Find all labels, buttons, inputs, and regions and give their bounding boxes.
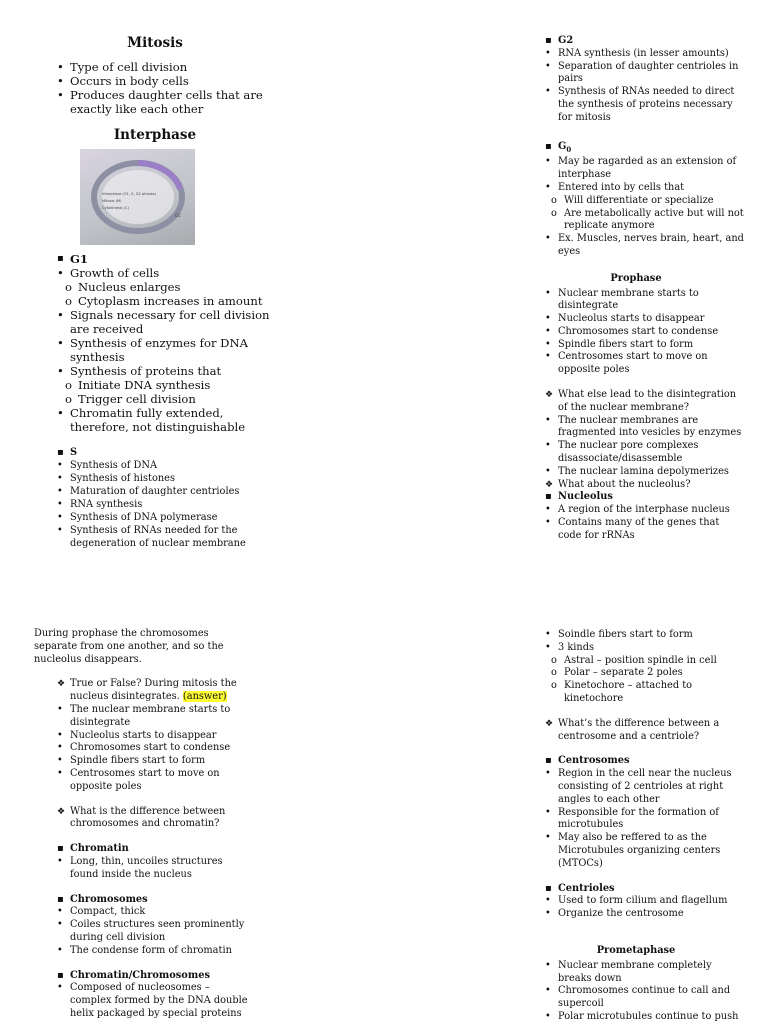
question-item: ❖ What’s the difference between a centrosome and a centriole?: [558, 718, 744, 744]
s-list: [70, 446, 270, 550]
list-item: • The nuclear lamina depolymerizes: [558, 466, 744, 479]
question-text: True or False? During mitosis the nucleus disintegrates.: [70, 678, 237, 703]
list-item: • Polar microtubules continue to push: [558, 1011, 744, 1024]
list-item: • Long, thin, uncoiles structures found inside the nucleus: [70, 856, 249, 882]
list-item: • Chromosomes start to condense: [70, 742, 249, 755]
list-item: • RNA synthesis: [70, 498, 270, 511]
legend-line-3: Cytokinesis (C): [102, 206, 130, 210]
list-item: • Signals necessary for cell division are received: [70, 308, 270, 336]
list-item: • Composed of nucleosomes – complex formed by the DNA double helix packaged by special proteins: [70, 982, 249, 1020]
list-item: • RNA synthesis (in lesser amounts): [558, 48, 744, 61]
list-item: • May be ragarded as an extension of interphase: [558, 156, 744, 182]
list-item: • Produces daughter cells that are exactly like each other: [70, 88, 270, 116]
intro-list: [70, 60, 270, 116]
cell-cycle-diagram: [80, 149, 195, 245]
chromatin-question-list: [70, 806, 249, 832]
list-item: • Soindle fibers start to form: [558, 629, 744, 642]
prophase-list: [558, 288, 744, 378]
list-item: • A region of the interphase nucleus: [558, 504, 744, 517]
question-item: ❖ What else lead to the disintegration of the nuclear membrane?: [558, 389, 744, 415]
legend-line-1: Interphase (G1, S, G2 phases): [102, 192, 157, 196]
s-label: ▪ S: [70, 446, 270, 459]
chromatin-chromosomes-list: [70, 970, 249, 1021]
centrioles-label: ▪ Centrioles: [558, 883, 744, 896]
g0-label-main: G: [558, 140, 567, 152]
list-item: • Chromosomes start to condense: [558, 326, 744, 339]
mitosis-title: Mitosis: [127, 35, 183, 51]
centrosomes-label: ▪ Centrosomes: [558, 755, 744, 768]
question-item: [70, 678, 249, 704]
list-item: • Nuclear membrane completely breaks down: [558, 960, 744, 986]
list-item: • Growth of cells: [70, 266, 270, 280]
list-item: • Type of cell division: [70, 60, 270, 74]
cell-cycle-photo: [80, 149, 195, 245]
chromatin-list: [70, 843, 249, 881]
prophase-paragraph: During prophase the chromosomes separate from one another, and so the nucleolus disappears.: [34, 628, 224, 665]
g0-label-sub: 0: [566, 144, 572, 154]
list-item: • Used to form cilium and flagellum: [558, 895, 744, 908]
list-item: • Compact, thick: [70, 906, 249, 919]
list-item: • Synthesis of RNAs needed to direct the synthesis of proteins necessary for mitosis: [558, 86, 744, 124]
list-item: • Organize the centrosome: [558, 908, 744, 921]
chromatin-chromosomes-label: ▪ Chromatin/Chromosomes: [70, 970, 249, 983]
list-item: • Synthesis of proteins that: [70, 364, 270, 378]
list-item: o Nucleus enlarges: [78, 280, 270, 294]
list-item: • Chromosomes continue to call and supercoil: [558, 985, 744, 1011]
prophase-heading: Prophase: [610, 272, 662, 284]
chromosomes-list: [70, 894, 249, 958]
list-item: • The nuclear membranes are fragmented into vesicles by enzymes: [558, 415, 744, 441]
legend-line-2: Mitosis (M): [102, 199, 122, 203]
list-item: • Spindle fibers start to form: [70, 755, 249, 768]
prophase-qa-list: [558, 389, 744, 543]
list-item: • The condense form of chromatin: [70, 945, 249, 958]
g0-list: [558, 141, 744, 259]
list-item: • Nuclear membrane starts to disintegrate: [558, 288, 744, 314]
prophase-notes-column: [34, 628, 249, 1021]
list-item: • Synthesis of histones: [70, 472, 270, 485]
list-item: • Spindle fibers start to form: [558, 339, 744, 352]
spindle-list: [558, 629, 744, 706]
list-item: • Nucleolus starts to disappear: [558, 313, 744, 326]
mitosis-column: [70, 36, 270, 550]
list-item: • Centrosomes start to move on opposite poles: [558, 351, 744, 377]
list-item: • The nuclear membrane starts to disintegrate: [70, 704, 249, 730]
list-item: • Centrosomes start to move on opposite poles: [70, 768, 249, 794]
centrosome-question-list: [558, 718, 744, 744]
g2-list: [558, 35, 744, 125]
nucleolus-label: ▪ Nucleolus: [558, 491, 744, 504]
list-item: o Initiate DNA synthesis: [78, 378, 270, 392]
chromosomes-label: ▪ Chromosomes: [70, 894, 249, 907]
centrioles-list: [558, 883, 744, 921]
centrosomes-list: [558, 755, 744, 870]
cycle-center: [102, 170, 174, 224]
list-item: • Synthesis of DNA: [70, 459, 270, 472]
prometaphase-heading: Prometaphase: [596, 944, 676, 956]
list-item: • May also be reffered to as the Microtubules organizing centers (MTOCs): [558, 832, 744, 870]
list-item: • Separation of daughter centrioles in pairs: [558, 61, 744, 87]
list-item: • Chromatin fully extended, therefore, not distinguishable: [70, 406, 270, 434]
prophase-notes-list: [70, 678, 249, 793]
list-item: • Entered into by cells that: [558, 182, 744, 195]
spindle-column: [558, 629, 744, 1024]
list-item: • Nucleolus starts to disappear: [70, 730, 249, 743]
list-item: • Maturation of daughter centrioles: [70, 485, 270, 498]
list-item: • Contains many of the genes that code for rRNAs: [558, 517, 744, 543]
list-item: • Coiles structures seen prominently during cell division: [70, 919, 249, 945]
list-item: o Polar – separate 2 poles: [564, 667, 744, 680]
interphase-heading: Interphase: [113, 127, 197, 143]
list-item: o Kinetochore – attached to kinetochore: [564, 680, 744, 706]
answer-highlight[interactable]: (answer): [182, 691, 227, 703]
list-item: o Astral – position spindle in cell: [564, 655, 744, 668]
g1-list: [70, 252, 270, 434]
list-item: • Ex. Muscles, nerves brain, heart, and eyes: [558, 233, 744, 259]
question-item: ❖ What about the nucleolus?: [558, 479, 744, 492]
list-item: • The nuclear pore complexes disassociate/disassemble: [558, 440, 744, 466]
list-item: o Cytoplasm increases in amount: [78, 294, 270, 308]
question-item: ❖ What is the difference between chromosomes and chromatin?: [70, 806, 249, 832]
g1-label: ▪ G1: [70, 252, 270, 266]
list-item: • Synthesis of enzymes for DNA synthesis: [70, 336, 270, 364]
list-item: o Trigger cell division: [78, 392, 270, 406]
list-item: • Region in the cell near the nucleus consisting of 2 centrioles at right angles to each other: [558, 768, 744, 806]
list-item: o Will differentiate or specialize: [564, 195, 744, 208]
list-item: • 3 kinds: [558, 642, 744, 655]
g1-mark: G1: [175, 213, 181, 218]
g2-column: [558, 35, 744, 543]
list-item: • Synthesis of DNA polymerase: [70, 511, 270, 524]
list-item: • Synthesis of RNAs needed for the degeneration of nuclear membrane: [70, 524, 270, 550]
list-item: • Occurs in body cells: [70, 74, 270, 88]
g0-label: [558, 141, 744, 157]
list-item: • Responsible for the formation of microtubules: [558, 807, 744, 833]
list-item: o Are metabolically active but will not replicate anymore: [564, 208, 744, 234]
g2-label: ▪ G2: [558, 35, 744, 48]
chromatin-label: ▪ Chromatin: [70, 843, 249, 856]
prometaphase-list: [558, 960, 744, 1024]
